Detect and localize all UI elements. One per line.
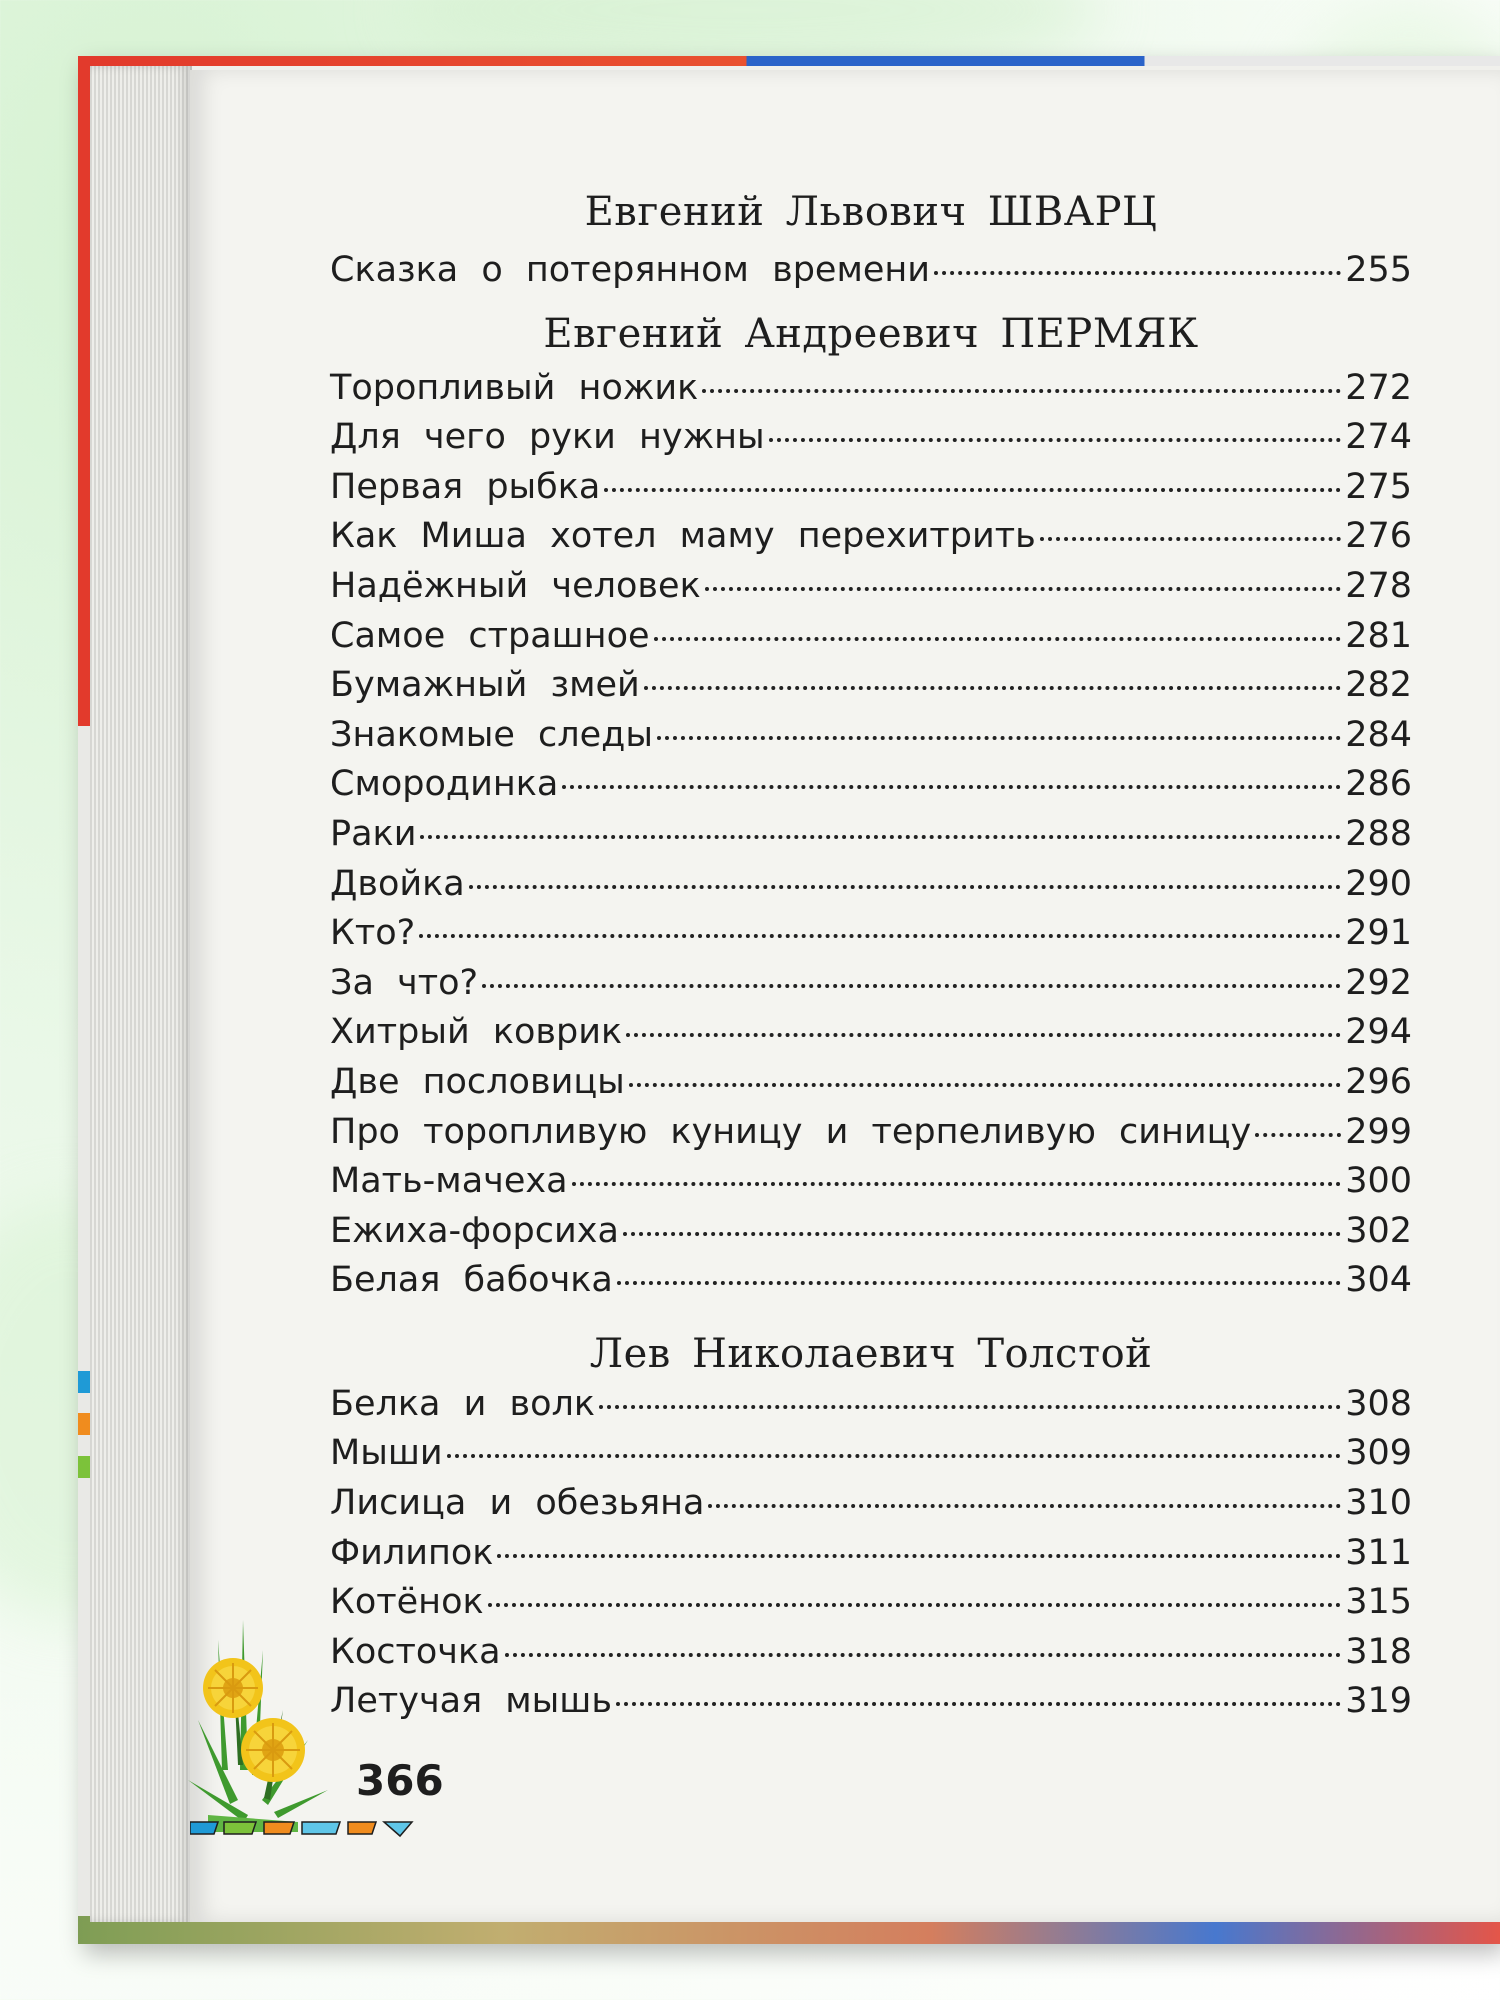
toc-entry — [330, 562, 1412, 612]
entry-page: 276 — [1345, 516, 1412, 557]
cover-tab-orange — [78, 1413, 90, 1435]
dot-leader — [629, 1083, 1341, 1087]
cover-spine-red — [78, 56, 90, 726]
toc-entry — [330, 1058, 1412, 1108]
dot-leader — [708, 1504, 1341, 1508]
cover-spine-lower — [78, 726, 90, 1944]
dot-leader — [469, 885, 1341, 889]
toc-entry — [330, 612, 1412, 662]
toc-entry — [330, 1479, 1412, 1529]
toc-entry — [330, 1207, 1412, 1257]
entry-page: 302 — [1345, 1210, 1412, 1251]
dot-leader — [616, 1702, 1341, 1706]
toc-entry — [330, 463, 1412, 513]
author-heading: Евгений Львович ШВАРЦ — [584, 189, 1158, 235]
toc-entry — [330, 1429, 1412, 1479]
entry-page: 272 — [1345, 367, 1412, 408]
author-heading: Лев Николаевич Толстой — [589, 1330, 1153, 1377]
entry-page: 275 — [1345, 466, 1412, 507]
entry-page: 274 — [1345, 417, 1412, 458]
entry-page: 310 — [1345, 1483, 1412, 1524]
entry-title: Мыши — [330, 1433, 443, 1474]
toc-entry — [330, 1677, 1412, 1727]
entry-title: Филипок — [330, 1532, 494, 1573]
entry-title: Косточка — [330, 1631, 501, 1672]
page-number: 366 — [356, 1756, 444, 1805]
dot-leader — [1040, 537, 1341, 541]
toc-entry — [330, 512, 1412, 562]
dot-leader — [705, 587, 1341, 591]
toc-entry — [330, 959, 1412, 1009]
entry-title: Котёнок — [330, 1582, 484, 1623]
entry-title: Сказка о потерянном времени — [330, 250, 931, 290]
entry-title: Белка и волк — [330, 1383, 596, 1424]
toc-entry — [330, 1157, 1412, 1207]
entry-title: Хитрый коврик — [330, 1012, 623, 1053]
entry-page: 299 — [1345, 1111, 1412, 1152]
dot-leader — [488, 1603, 1342, 1607]
entry-title: Надёжный человек — [330, 565, 701, 606]
entry-page: 319 — [1345, 1681, 1412, 1722]
dot-leader — [1255, 1133, 1341, 1137]
entry-title: За что? — [330, 962, 479, 1003]
dot-leader — [702, 389, 1341, 393]
toc-entry — [330, 860, 1412, 910]
entry-page: 292 — [1345, 962, 1412, 1003]
entry-title: Летучая мышь — [330, 1681, 612, 1722]
toc-entry — [330, 364, 1412, 414]
entry-title: Первая рыбка — [330, 466, 601, 507]
cover-top-edge — [78, 56, 1500, 66]
dot-leader — [497, 1554, 1341, 1558]
entry-title: Торопливый ножик — [330, 367, 699, 408]
entry-title: Про торопливую куницу и терпеливую синицу — [330, 1111, 1252, 1152]
entry-title: Смородинка — [330, 764, 559, 805]
cover-tab-blue — [78, 1371, 90, 1393]
dot-leader — [482, 984, 1341, 988]
entry-title: Для чего руки нужны — [330, 417, 765, 458]
toc-entry — [330, 1256, 1412, 1306]
entry-title: Лисица и обезьяна — [330, 1483, 705, 1524]
dot-leader — [644, 686, 1341, 690]
toc-entry — [330, 246, 1412, 296]
entry-title: Ежиха-форсиха — [330, 1210, 619, 1251]
toc-entry — [330, 711, 1412, 761]
entry-title: Кто? — [330, 913, 416, 954]
entry-title: Знакомые следы — [330, 714, 654, 755]
entry-page: 278 — [1345, 565, 1412, 606]
entry-page: 318 — [1345, 1631, 1412, 1672]
dot-leader — [769, 438, 1342, 442]
entry-page: 290 — [1345, 863, 1412, 904]
dot-leader — [604, 488, 1341, 492]
entry-page: 315 — [1345, 1582, 1412, 1623]
entry-title: Раки — [330, 813, 417, 854]
entry-page: 294 — [1345, 1012, 1412, 1053]
toc-entry — [330, 661, 1412, 711]
dot-leader — [505, 1653, 1342, 1657]
entry-page: 284 — [1345, 714, 1412, 755]
entry-title: Две пословицы — [330, 1061, 625, 1102]
entry-page: 309 — [1345, 1433, 1412, 1474]
toc-entry — [330, 1008, 1412, 1058]
entry-page: 286 — [1345, 764, 1412, 805]
dot-leader — [654, 637, 1342, 641]
page-edges — [90, 66, 192, 1922]
toc-entry — [330, 1578, 1412, 1628]
dot-leader — [599, 1405, 1341, 1409]
entry-page: 308 — [1345, 1383, 1412, 1424]
toc-entry — [330, 760, 1412, 810]
dot-leader — [934, 271, 1341, 275]
entry-title: Бумажный змей — [330, 665, 640, 706]
toc-entry — [330, 1628, 1412, 1678]
entry-title: Мать-мачеха — [330, 1161, 568, 1202]
entry-page: 288 — [1345, 813, 1412, 854]
entry-title: Самое страшное — [330, 615, 650, 656]
author-heading: Евгений Андреевич ПЕРМЯК — [543, 310, 1199, 357]
toc-entry — [330, 909, 1412, 959]
dot-leader — [419, 934, 1341, 938]
entry-title: Как Миша хотел маму перехитрить — [330, 516, 1036, 557]
entry-page: 311 — [1345, 1532, 1412, 1573]
toc-entry — [330, 413, 1412, 463]
dandelion-flowers-icon — [188, 1600, 338, 1840]
entry-title: Белая бабочка — [330, 1260, 613, 1301]
toc-entry — [330, 810, 1412, 860]
entry-page: 304 — [1345, 1260, 1412, 1301]
dot-leader — [657, 736, 1341, 740]
toc-entry — [330, 1529, 1412, 1579]
toc-entry — [330, 1380, 1412, 1430]
entry-page: 291 — [1345, 913, 1412, 954]
dot-leader — [623, 1232, 1341, 1236]
dot-leader — [562, 785, 1341, 789]
toc-entry — [330, 1108, 1412, 1158]
entry-title: Двойка — [330, 863, 465, 904]
entry-page: 281 — [1345, 615, 1412, 656]
entry-page: 282 — [1345, 665, 1412, 706]
cover-tab-green — [78, 1456, 90, 1478]
dot-leader — [617, 1281, 1341, 1285]
decorative-strip-icon — [190, 1816, 470, 1840]
dot-leader — [420, 835, 1341, 839]
dot-leader — [572, 1182, 1342, 1186]
entry-page: 255 — [1345, 250, 1412, 290]
dot-leader — [447, 1454, 1342, 1458]
entry-page: 296 — [1345, 1061, 1412, 1102]
table-of-contents — [330, 186, 1412, 1727]
dot-leader — [626, 1033, 1341, 1037]
entry-page: 300 — [1345, 1161, 1412, 1202]
